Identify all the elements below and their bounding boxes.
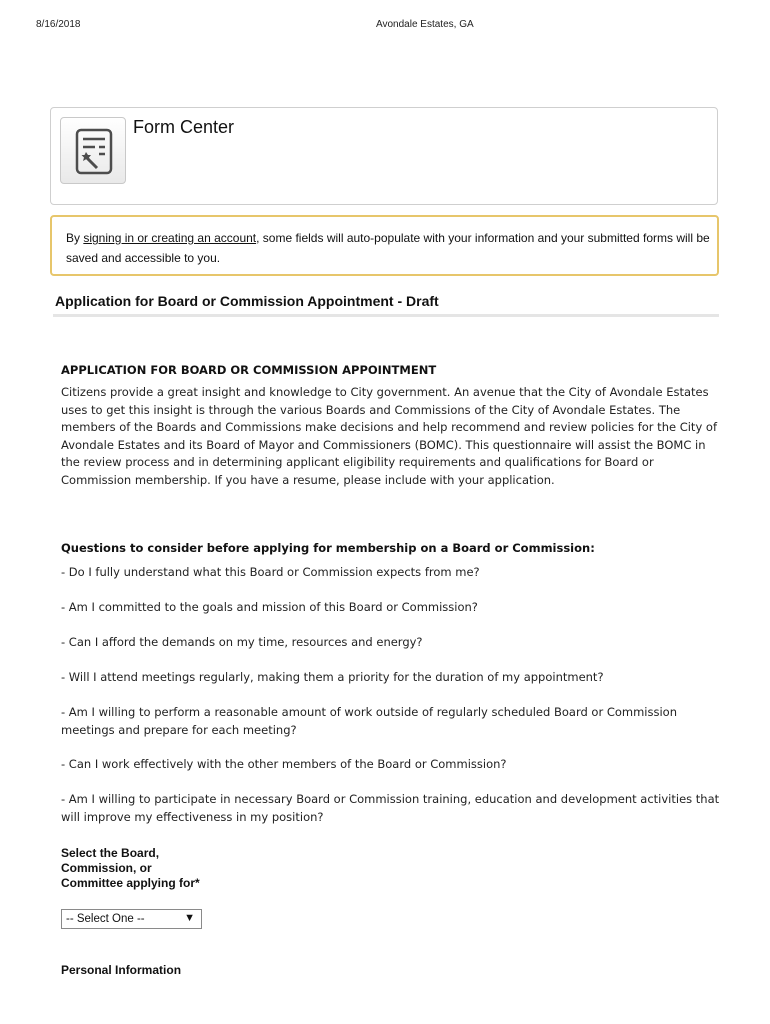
questions-heading: Questions to consider before applying for membership on a Board or Commission: [61, 541, 595, 555]
question-item: - Am I willing to participate in necessary Board or Commission training, education and development activities that will improve my effectiveness in my position? [61, 792, 720, 824]
application-heading: APPLICATION FOR BOARD OR COMMISSION APPOINTMENT [61, 363, 437, 377]
personal-information-heading: Personal Information [61, 963, 182, 977]
question-item: - Am I willing to perform a reasonable amount of work outside of regularly scheduled Board or Commission meetings and prepare for each meeting? [61, 705, 678, 737]
board-select[interactable] [61, 909, 202, 929]
sign-in-link[interactable]: signing in or creating an account [83, 231, 257, 245]
site-name: Avondale Estates, GA [376, 19, 474, 30]
notice-suffix: , some fields will auto-populate with your information and your submitted forms will be saved and accessible to you. [66, 231, 710, 265]
application-intro: Citizens provide a great insight and knowledge to City government. An avenue that the City of Avondale Estates uses to get this insight is through the various Boards and Commissions of the City of Avondale Estates. The members of the Boards and Commissions make decisions and help recommend and review policies for the City of Avondale Estates and its Board of Mayor and Commissioners (BOMC). This questionnaire will assist the BOMC in the review process and in determining applicant eligibility requirements and qualifications for Board or Commission membership. If you have a resume, please include with your application. [61, 385, 717, 487]
print-date: 8/16/2018 [36, 19, 81, 30]
question-item: - Will I attend meetings regularly, making them a priority for the duration of my appointment? [61, 670, 604, 684]
board-select-value: -- Select One -- [66, 913, 145, 925]
dropdown-arrow-icon: ▼ [184, 912, 195, 924]
board-select-label: Select the Board, Commission, or Committee applying for* [61, 846, 200, 890]
title-divider [53, 314, 719, 317]
question-item: - Can I afford the demands on my time, resources and energy? [61, 635, 423, 649]
question-item: - Am I committed to the goals and mission of this Board or Commission? [61, 600, 478, 614]
question-item: - Do I fully understand what this Board or Commission expects from me? [61, 565, 480, 579]
form-wand-icon [60, 117, 126, 184]
sign-in-notice [50, 215, 719, 276]
form-center-panel [50, 107, 718, 205]
question-item: - Can I work effectively with the other members of the Board or Commission? [61, 757, 507, 771]
form-center-title: Form Center [133, 117, 235, 137]
notice-prefix: By [66, 231, 84, 245]
form-title: Application for Board or Commission Appointment - Draft [55, 293, 439, 309]
